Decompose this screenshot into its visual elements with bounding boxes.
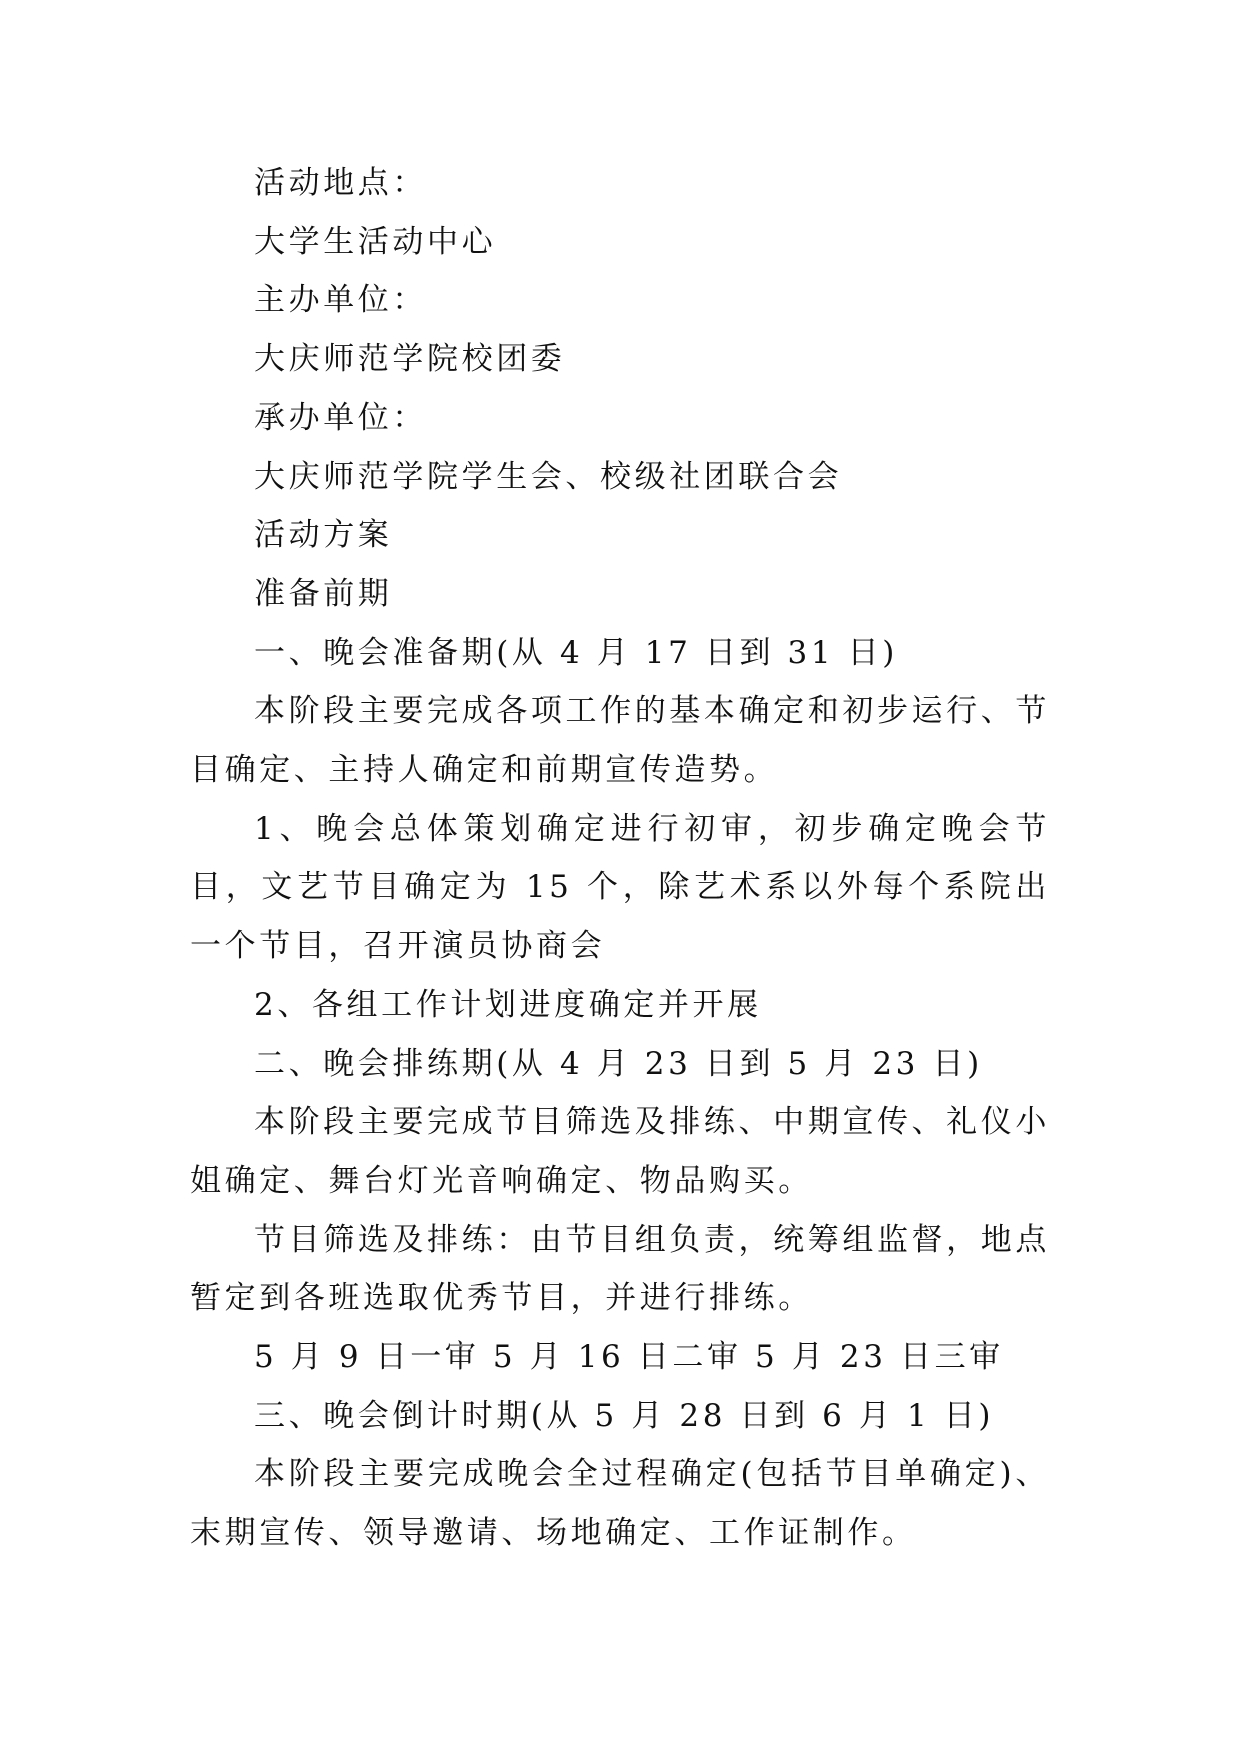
document-body: [190, 154, 1050, 1563]
venue-value: 大学生活动中心: [254, 223, 497, 260]
phase-two-heading: 二、晚会排练期(从 4 月 23 日到 5 月 23 日): [254, 1045, 983, 1082]
program-selection-paragraph: 节目筛选及排练：由节目组负责，统筹组监督，地点暂定到各班选取优秀节目，并进行排练。: [190, 1221, 1050, 1317]
venue-label: 活动地点：: [254, 165, 427, 201]
host-label: 主办单位：: [254, 282, 427, 319]
phase-two-summary: 本阶段主要完成节目筛选及排练、中期宣传、礼仪小姐确定、舞台灯光音响确定、物品购买。: [190, 1104, 1050, 1199]
phase-three-heading: 三、晚会倒计时期(从 5 月 28 日到 6 月 1 日): [254, 1397, 995, 1434]
phase-three-summary: 本阶段主要完成晚会全过程确定(包括节目单确定)、末期宣传、领导邀请、场地确定、工作证制作。: [190, 1456, 1050, 1552]
review-schedule: 5 月 9 日一审 5 月 16 日二审 5 月 23 日三审: [254, 1339, 1004, 1376]
preparation-heading: 准备前期: [254, 575, 393, 612]
organizer-label: 承办单位：: [254, 399, 427, 436]
phase-one-summary: 本阶段主要完成各项工作的基本确定和初步运行、节目确定、主持人确定和前期宣传造势。: [190, 693, 1050, 789]
organizer-value: 大庆师范学院学生会、校级社团联合会: [254, 458, 843, 495]
host-value: 大庆师范学院校团委: [254, 341, 566, 378]
plan-heading: 活动方案: [254, 517, 393, 554]
phase-one-item-2: 2、各组工作计划进度确定并开展: [254, 986, 762, 1023]
phase-one-item-1: 1、晚会总体策划确定进行初审，初步确定晚会节目，文艺节目确定为 15 个，除艺术系以外每个系院出一个节目，召开演员协商会: [190, 810, 1050, 965]
phase-one-heading: 一、晚会准备期(从 4 月 17 日到 31 日): [254, 634, 898, 671]
